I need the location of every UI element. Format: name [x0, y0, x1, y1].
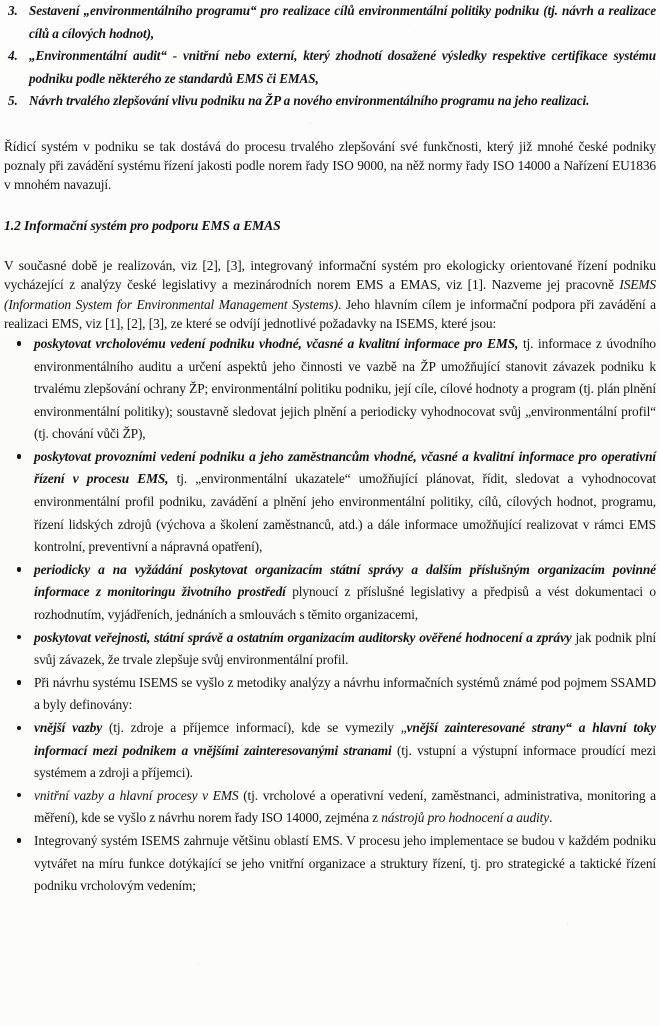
bullet-state-administration-info: [4, 559, 656, 627]
bullet-quoted-italic: nástrojů pro hodnocení a audity: [381, 810, 550, 826]
bullet-integrated-system: [4, 830, 656, 898]
list-number: 5.: [8, 93, 18, 108]
list-item-text: Návrh trvalého zlepšování vlivu podniku na ŽP a nového environmentálního programu na jeho realizaci.: [29, 93, 590, 108]
bullet-quoted-italic: vnější zainteresované strany“ a hlavní toky informací mezi podnikem a vnějšími zainteresovanými stranami: [34, 720, 656, 758]
list-item-text: „Environmentální audit“ - vnitřní nebo externí, který zhodnotí dosažené výsledky respektive certifikace systému podniku podle některého ze standardů EMS či EMAS,: [29, 48, 656, 86]
bullet-dot-icon: [17, 838, 21, 842]
bullet-lead-italic: poskytovat vrcholovému vedení podniku vhodné, včasné a kvalitní informace pro EMS,: [34, 335, 519, 351]
requirements-bullet-list: [4, 333, 656, 898]
paragraph-isems-intro: [4, 256, 656, 333]
bullet-external-links: [4, 717, 656, 785]
bullet-body: (tj. vrcholové a operativní vedení, zaměstnanci, administrativa, monitoring a měření), kde se vyšlo z návrhu norem řady ISO 14000, zejména z: [34, 787, 657, 826]
bullet-lead-italic: poskytovat provozními vedení podniku a jeho zaměstnancům vhodné, včasné a kvalitní informace pro operativní řízení v procesu EMS,: [34, 448, 656, 487]
bullet-dot-icon: [17, 793, 21, 797]
bullet-operational-management-info: [4, 446, 656, 559]
bullet-dot-icon: [17, 567, 21, 571]
page-content: [4, 0, 656, 898]
bullet-lead-italic: vnější vazby: [34, 720, 103, 736]
bullet-body: Integrovaný systém ISEMS zahrnuje většinu oblastí EMS. V procesu jeho implementace se budou v každém podniku vytvářet na míru funkce dotýkající se jeho vnitřní organizace a struktury řízení, tj. pro strategické a taktické řízení podniku vrcholovým vedením;: [34, 832, 656, 894]
bullet-top-management-info: [4, 333, 656, 446]
bullet-body: jak podnik plní svůj závazek, že trvale zlepšuje svůj environmentální profil.: [34, 629, 656, 668]
bullet-dot-icon: [17, 454, 21, 458]
list-number: 4.: [8, 48, 18, 63]
bullet-dot-icon: [17, 635, 21, 639]
numbered-list: [4, 0, 656, 113]
bullet-lead-italic: vnitřní vazby a hlavní procesy v EMS: [34, 787, 239, 803]
paragraph-isems-part-1: V současné době je realizován, viz [2], [3], integrovaný informační systém pro ekologicky orientované řízení podniku vycházející z analýzy české legislativy a mezinárodních norem EMS a EMAS, viz [1]. Nazveme jej pracovně: [4, 258, 656, 293]
bullet-internal-links: [4, 785, 656, 830]
list-item-text: Sestavení „environmentálního programu“ pro realizace cílů environmentální politiky podniku (tj. návrh a realizace cílů a cílových hodnot),: [29, 3, 656, 41]
bullet-public-audited-reports: [4, 627, 656, 672]
paragraph-control-system: Řídicí systém v podniku se tak dostává do procesu trvalého zlepšování své funkčnosti, který již mnohé české podniky poznaly při zavádění systému řízení jakosti podle norem řady ISO 9000, na něž normy řady ISO 14000 a Nařízení EU1836 v mnohém navazují.: [4, 138, 656, 192]
paragraph-isems-part-3: . Jeho hlavním cílem je informační podpora při zavádění a realizaci EMS, viz [1], [2], [3], ze které se odvíjí jednotlivé požadavky na ISEMS, které jsou:: [4, 296, 656, 331]
term-isems: ISEMS: [619, 277, 656, 293]
bullet-dot-icon: [17, 680, 21, 684]
bullet-tail: .: [549, 810, 553, 826]
bullet-lead-italic: poskytovat veřejnosti, státní správě a ostatním organizacím auditorsky ověřené hodnocení a zprávy: [34, 629, 572, 645]
term-isems-expansion: (Information System for Environmental Management Systems): [4, 296, 338, 312]
numbered-list-item: [4, 45, 656, 90]
bullet-dot-icon: [17, 341, 21, 345]
bullet-ssamd-methodology: [4, 672, 656, 717]
bullet-tail: (tj. vstupní a výstupní informace proudící mezi systémem a zdroji a příjemci).: [34, 742, 656, 781]
bullet-body: tj. „environmentální ukazatele“ umožňující plánovat, řídit, sledovat a vyhodnocovat environmentální profil podniku, zavádění a plnění jeho environmentální politiky, cílů, cílových hodnot, programu, řízení lidských zdrojů (výchova a školení zaměstnanců, atd.) a dále informace umožňující realizovat v rámci EMS kontrolní, preventivní a nápravná opatření),: [34, 471, 656, 555]
bullet-body: plynoucí z příslušné legislativy a předpisů a vést dokumentaci o rozhodnutím, vyjádřeních, jednáních a smlouvách s těmito organizacemi,: [34, 584, 656, 623]
bullet-lead-italic: periodicky a na vyžádání poskytovat organizacím státní správy a dalším příslušným organizacím povinné informace z monitoringu životního prostředí: [34, 561, 656, 600]
bullet-body: (tj. zdroje a příjemce informací), kde se vymezily „: [102, 720, 407, 736]
section-heading-1-2: 1.2 Informační systém pro podporu EMS a EMAS: [4, 218, 281, 234]
numbered-list-item: [4, 90, 656, 113]
bullet-dot-icon: [17, 726, 21, 730]
list-number: 3.: [8, 3, 18, 18]
bullet-body: Při návrhu systému ISEMS se vyšlo z metodiky analýzy a návrhu informačních systémů známé pod pojmem SSAMD a byly definovány:: [34, 674, 656, 713]
numbered-list-item: [4, 0, 656, 45]
bullet-body: tj. informace z úvodního environmentálního auditu a určení aspektů jeho činnosti ve vazbě na ŽP umožňující stanovit závazek podniku k trvalému zlepšování ochrany ŽP; environmentální politiku podniku, její cíle, cílové hodnoty a program (tj. plán plnění environmentální politiky); soustavně sledovat jejich plnění a periodicky vyhodnocovat svůj „environmentální profil“ (tj. chování vůči ŽP),: [34, 335, 656, 442]
